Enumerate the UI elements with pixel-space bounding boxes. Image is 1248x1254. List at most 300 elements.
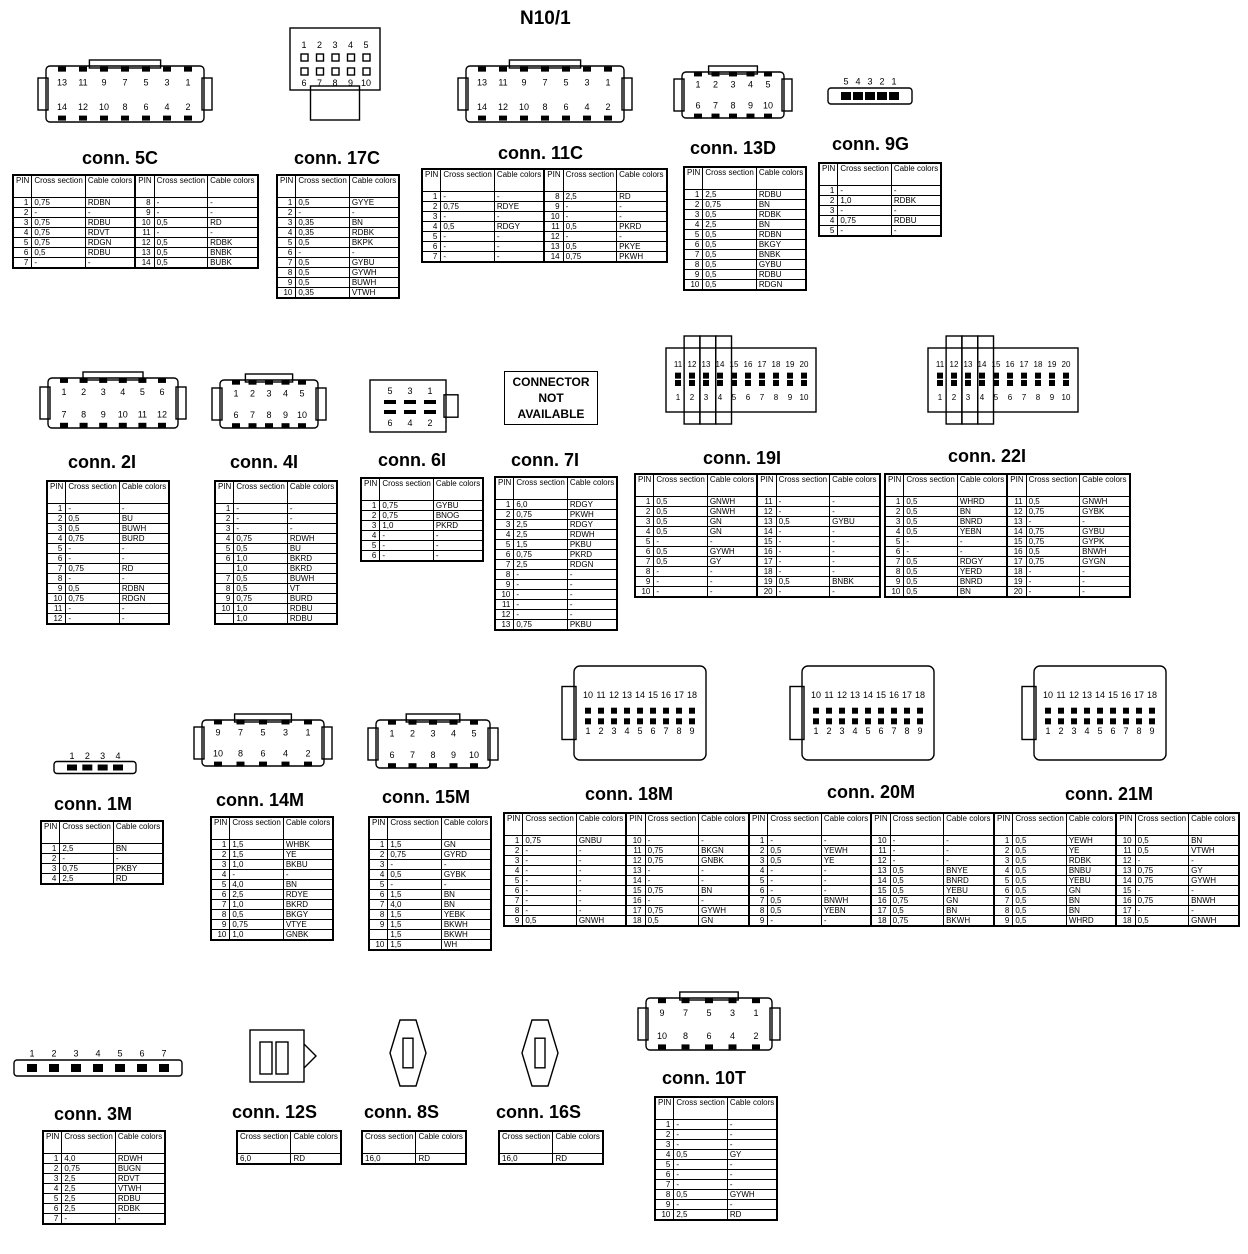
cross-section-cell: 0,75: [514, 550, 567, 560]
cable-color-cell: RDGY: [957, 557, 1007, 567]
pin-cell: 5: [749, 876, 768, 886]
connector-2i-label: conn. 2I: [68, 452, 137, 472]
table-row: [655, 1160, 777, 1170]
pin-cell: 7: [43, 1214, 62, 1225]
pin-header: PIN: [369, 817, 388, 840]
table-row: [655, 1130, 777, 1140]
table-row: [211, 910, 333, 920]
pin-number: 19: [1047, 360, 1057, 370]
cable-color-cell: GN: [441, 840, 491, 850]
pin-cell: 12: [135, 238, 154, 248]
cable-color-cell: WHBK: [283, 840, 333, 850]
pin-cell: 5: [819, 226, 838, 237]
diagram-title: N10/1: [520, 8, 571, 29]
pin-number: 4: [95, 1048, 101, 1059]
cable-color-cell: -: [119, 544, 169, 554]
cross-section-cell: 0,75: [60, 864, 113, 874]
cable-color-cell: BUWH: [287, 574, 337, 584]
connector-17c-label: conn. 17C: [294, 148, 381, 168]
cross-section-cell: 0,75: [32, 218, 85, 228]
pin-number: 2: [826, 726, 832, 737]
cable-color-cell: YEBK: [441, 910, 491, 920]
pin-header: PIN: [757, 474, 776, 497]
pin-number: 1: [389, 728, 395, 739]
table-row: [635, 557, 880, 567]
pin-number: 7: [759, 393, 765, 403]
cross-section-cell: 0,75: [514, 510, 567, 520]
cable-color-cell: RD: [113, 874, 163, 885]
pin-cell: 4: [43, 1184, 62, 1194]
table-row: [635, 567, 880, 577]
cable-color-cell: GY: [1189, 866, 1239, 876]
connector-18m-label: conn. 18M: [585, 784, 674, 804]
pin-cell: 12: [1007, 507, 1026, 517]
pin-number: 3: [100, 750, 106, 761]
table-row: [211, 860, 333, 870]
cross-section-cell: 0,5: [890, 866, 943, 876]
cross-section-cell: 2,5: [62, 1174, 115, 1184]
connector-20m-image: [788, 660, 948, 766]
cable-color-cell: RDGY: [567, 520, 617, 530]
connector-22i-image: [924, 334, 1082, 426]
cable-color-cell: -: [576, 846, 626, 856]
pin-cell: 5: [369, 880, 388, 890]
pin-cell: 6: [504, 886, 523, 896]
pin-cell: 6: [749, 886, 768, 896]
pin-number: 8: [1035, 393, 1041, 403]
pin-number: 3: [729, 1007, 736, 1018]
pin-header: PIN: [1116, 813, 1135, 836]
cable-colors-header: Cable colors: [553, 1131, 603, 1154]
cross-section-cell: 0,5: [296, 278, 349, 288]
pin-header: PIN: [1007, 474, 1026, 497]
cable-color-cell: -: [830, 507, 880, 517]
cable-colors-header: Cable colors: [208, 175, 258, 198]
cable-colors-header: Cable colors: [957, 474, 1007, 497]
cable-color-cell: -: [617, 212, 667, 222]
pin-cell: 14: [544, 252, 563, 263]
cross-section-cell: 1,5: [230, 850, 283, 860]
cross-section-cell: -: [904, 537, 957, 547]
cross-section-header: Cross section: [32, 175, 85, 198]
cross-section-cell: 0,5: [904, 517, 957, 527]
cross-section-cell: 2,5: [703, 190, 756, 200]
pin-cell: 10: [1116, 836, 1135, 846]
table-row: [635, 507, 880, 517]
table-row: [749, 896, 994, 906]
table-row: [43, 1194, 165, 1204]
pin-number: 2: [51, 1048, 57, 1059]
cross-section-cell: 0,5: [296, 198, 349, 208]
pin-cell: 6: [684, 240, 703, 250]
pin-cell: 4: [422, 222, 441, 232]
pin-number: 14: [977, 360, 987, 370]
cable-color-cell: BURD: [287, 594, 337, 604]
cross-section-cell: -: [654, 567, 707, 577]
pin-number: 10: [810, 690, 822, 701]
cross-section-cell: 0,75: [838, 216, 891, 226]
cross-section-cell: 0,75: [1026, 537, 1079, 547]
pin-number: 2: [598, 726, 604, 737]
pin-number: 3: [282, 727, 289, 738]
table-row: [885, 507, 1130, 517]
table-row: [684, 220, 806, 230]
table-row: [41, 854, 163, 864]
cross-section-cell: 0,75: [234, 594, 287, 604]
pin-cell: 18: [871, 916, 890, 927]
pin-header: PIN: [635, 474, 654, 497]
table-row: [47, 524, 169, 534]
cross-section-cell: 0,5: [703, 260, 756, 270]
cross-section-cell: 1,0: [838, 196, 891, 206]
cable-color-cell: YEWH: [821, 846, 871, 856]
cable-color-cell: -: [1189, 886, 1239, 896]
table-row: [684, 240, 806, 250]
pin-cell: 10: [277, 288, 296, 299]
pin-cell: 3: [41, 864, 60, 874]
pin-number: 7: [409, 750, 416, 761]
pin-cell: 9: [369, 920, 388, 930]
pin-cell: 17: [1116, 906, 1135, 916]
table-row: [13, 238, 258, 248]
pin-cell: 6: [215, 554, 234, 564]
cross-section-cell: 0,5: [296, 238, 349, 248]
pin-cell: 6: [994, 886, 1013, 896]
cable-color-cell: BNOG: [433, 511, 483, 521]
pin-header: PIN: [684, 167, 703, 190]
table-row: [211, 870, 333, 880]
cross-section-cell: 0,5: [674, 1190, 727, 1200]
pin-number: 6: [695, 100, 701, 111]
cross-section-cell: 0,5: [703, 280, 756, 291]
pin-number: 5: [387, 386, 393, 396]
connector-20m-pin-table: [748, 812, 995, 927]
pin-cell: 13: [1116, 866, 1135, 876]
connector-21m-label: conn. 21M: [1065, 784, 1154, 804]
table-header-row: [211, 817, 333, 840]
cable-color-cell: WHRD: [1066, 916, 1116, 927]
cross-section-cell: -: [674, 1140, 727, 1150]
cross-section-cell: -: [388, 880, 441, 890]
table-row: [47, 584, 169, 594]
table-row: [47, 614, 169, 625]
cable-colors-header: Cable colors: [756, 167, 806, 190]
cross-section-cell: 0,5: [1013, 906, 1066, 916]
cable-colors-header: Cable colors: [441, 817, 491, 840]
cable-color-cell: -: [727, 1140, 777, 1150]
cross-section-cell: 1,5: [514, 540, 567, 550]
pin-cell: 3: [277, 218, 296, 228]
pin-cell: 13: [135, 248, 154, 258]
cross-section-cell: 0,5: [234, 544, 287, 554]
cable-color-cell: RDVT: [115, 1174, 165, 1184]
pin-cell: 9: [135, 208, 154, 218]
pin-number: 10: [1042, 690, 1054, 701]
table-row: [215, 534, 337, 544]
cable-color-cell: BKBU: [283, 860, 333, 870]
cable-color-cell: RDBU: [756, 190, 806, 200]
table-row: [369, 930, 491, 940]
cross-section-cell: -: [776, 557, 829, 567]
cross-section-cell: 2,5: [703, 220, 756, 230]
cable-colors-header: Cable colors: [433, 478, 483, 501]
connector-11c-label: conn. 11C: [498, 143, 584, 163]
cross-section-cell: -: [514, 590, 567, 600]
pin-cell: 14: [757, 527, 776, 537]
pin-cell: 18: [1116, 916, 1135, 927]
pin-cell: 4: [215, 534, 234, 544]
pin-number: 15: [1107, 690, 1119, 701]
cross-section-cell: 0,75: [645, 846, 698, 856]
connector-8s-image: [386, 1016, 430, 1090]
pin-number: 18: [686, 690, 698, 701]
pin-cell: 2: [47, 514, 66, 524]
pin-cell: 14: [871, 876, 890, 886]
pin-number: 6: [139, 1048, 145, 1059]
cable-color-cell: GNWH: [1189, 916, 1239, 927]
pin-number: 20: [1061, 360, 1071, 370]
table-header-row: [495, 477, 617, 500]
table-header-row: [41, 821, 163, 844]
cross-section-cell: -: [380, 551, 433, 562]
pin-cell: 7: [277, 258, 296, 268]
pin-cell: 16: [1007, 547, 1026, 557]
pin-cell: 11: [871, 846, 890, 856]
pin-number: 4: [282, 388, 289, 399]
cable-color-cell: YE: [821, 856, 871, 866]
pin-number: 4: [584, 101, 590, 112]
table-row: [495, 620, 617, 631]
cross-section-cell: 0,5: [768, 846, 821, 856]
cable-color-cell: -: [699, 836, 749, 846]
table-row: [47, 504, 169, 514]
pin-cell: 15: [1007, 537, 1026, 547]
pin-number: 12: [949, 360, 959, 370]
cross-section-cell: -: [523, 876, 576, 886]
pin-header: PIN: [819, 163, 838, 186]
cable-color-cell: -: [891, 186, 941, 196]
pin-cell: 17: [757, 557, 776, 567]
cross-section-cell: 0,35: [296, 288, 349, 299]
pin-cell: 20: [757, 587, 776, 598]
cross-section-header: Cross section: [62, 1131, 115, 1154]
cross-section-cell: -: [674, 1180, 727, 1190]
cross-section-cell: -: [838, 206, 891, 216]
cable-color-cell: RDBU: [85, 248, 135, 258]
cable-color-cell: RDBU: [85, 218, 135, 228]
cross-section-cell: 0,35: [296, 228, 349, 238]
cross-section-cell: 1,0: [230, 860, 283, 870]
cable-color-cell: YE: [1066, 846, 1116, 856]
pin-number: 1: [427, 386, 433, 396]
cable-color-cell: GYBU: [433, 501, 483, 511]
cross-section-cell: 0,75: [234, 534, 287, 544]
cable-color-cell: -: [830, 547, 880, 557]
pin-cell: 15: [1116, 886, 1135, 896]
table-row: [277, 228, 399, 238]
table-row: [47, 544, 169, 554]
connector-3m-image: [10, 1042, 186, 1082]
cable-color-cell: GYWH: [1189, 876, 1239, 886]
cross-section-cell: 0,5: [703, 250, 756, 260]
pin-number: 7: [542, 77, 548, 88]
connector-10t-pin-table: [654, 1096, 778, 1221]
cable-color-cell: -: [349, 208, 399, 218]
cross-section-cell: -: [66, 544, 119, 554]
cross-section-cell: -: [230, 870, 283, 880]
pin-number: 5: [139, 387, 145, 398]
pin-number: 17: [901, 690, 913, 701]
pin-number: 4: [624, 726, 630, 737]
cross-section-cell: 2,5: [62, 1184, 115, 1194]
table-header-row: [13, 175, 258, 198]
pin-number: 7: [682, 1007, 689, 1018]
cross-section-cell: 0,5: [1013, 896, 1066, 906]
cross-section-cell: 1,0: [380, 521, 433, 531]
table-row: [13, 258, 258, 269]
pin-cell: 4: [13, 228, 32, 238]
cable-colors-header: Cable colors: [291, 1131, 341, 1154]
pin-cell: 8: [215, 584, 234, 594]
pin-number: 6: [745, 393, 751, 403]
cross-section-cell: 0,5: [904, 557, 957, 567]
pin-number: 1: [813, 726, 819, 737]
cable-color-cell: BNWH: [1189, 896, 1239, 906]
cable-color-cell: -: [441, 860, 491, 870]
cable-color-cell: YEBN: [957, 527, 1007, 537]
cable-color-cell: GYWH: [349, 268, 399, 278]
pin-number: 18: [914, 690, 926, 701]
table-header-row: [994, 813, 1239, 836]
cross-section-cell: 0,75: [514, 620, 567, 631]
pin-number: 2: [879, 76, 885, 87]
cross-section-cell: -: [60, 854, 113, 864]
cable-color-cell: -: [576, 906, 626, 916]
pin-number: 9: [689, 726, 695, 737]
na-line-2: NOT: [538, 391, 564, 405]
cable-color-cell: GNBK: [699, 856, 749, 866]
pin-cell: 20: [1007, 587, 1026, 598]
pin-cell: 8: [495, 570, 514, 580]
pin-number: 8: [237, 748, 244, 759]
pin-cell: 6: [495, 550, 514, 560]
table-row: [369, 890, 491, 900]
pin-number: 1: [301, 40, 307, 50]
pin-number: 2: [427, 418, 433, 428]
connector-2i-image: [38, 370, 188, 436]
table-row: [13, 248, 258, 258]
cable-color-cell: RDGY: [494, 222, 544, 232]
cable-color-cell: -: [957, 537, 1007, 547]
pin-cell: 3: [994, 856, 1013, 866]
table-row: [361, 551, 483, 562]
pin-cell: 6: [369, 890, 388, 900]
pin-cell: 9: [684, 270, 703, 280]
table-header-row: [369, 817, 491, 840]
pin-number: 11: [498, 77, 508, 88]
cross-section-header: Cross section: [230, 817, 283, 840]
cable-colors-header: Cable colors: [113, 821, 163, 844]
cross-section-cell: 0,75: [1135, 896, 1188, 906]
cable-color-cell: -: [567, 580, 617, 590]
table-row: [749, 876, 994, 886]
cable-color-cell: -: [208, 198, 258, 208]
pin-cell: 15: [626, 886, 645, 896]
table-header-row: [684, 167, 806, 190]
pin-number: 14: [476, 101, 488, 112]
pin-cell: 4: [277, 228, 296, 238]
cable-color-cell: -: [494, 252, 544, 263]
connector-21m-image: [1020, 660, 1180, 766]
pin-number: 18: [771, 360, 781, 370]
cable-color-cell: BNRD: [944, 876, 994, 886]
pin-cell: 13: [495, 620, 514, 631]
pin-cell: 7: [684, 250, 703, 260]
pin-cell: 6: [13, 248, 32, 258]
pin-cell: 2: [885, 507, 904, 517]
cross-section-cell: 0,75: [1026, 527, 1079, 537]
connector-15m-drawing: [366, 712, 500, 776]
cable-color-cell: BNRD: [957, 517, 1007, 527]
cable-color-cell: -: [494, 192, 544, 202]
pin-cell: 7: [885, 557, 904, 567]
pin-cell: [215, 564, 234, 574]
table-row: [215, 604, 337, 614]
pin-number: 2: [712, 79, 719, 90]
cross-section-cell: -: [1026, 567, 1079, 577]
cross-section-cell: 0,5: [32, 248, 85, 258]
pin-cell: 1: [361, 501, 380, 511]
pin-cell: 2: [361, 511, 380, 521]
pin-cell: 6: [43, 1204, 62, 1214]
cable-color-cell: GN: [1066, 886, 1116, 896]
pin-cell: 2: [635, 507, 654, 517]
table-header-row: [43, 1131, 165, 1154]
cable-colors-header: Cable colors: [944, 813, 994, 836]
pin-header: PIN: [13, 175, 32, 198]
cross-section-cell: 0,5: [890, 906, 943, 916]
cross-section-cell: -: [645, 866, 698, 876]
cable-color-cell: -: [944, 836, 994, 846]
cross-section-header: Cross section: [1013, 813, 1066, 836]
cable-color-cell: -: [707, 587, 757, 598]
pin-number: 5: [993, 393, 999, 403]
cable-color-cell: GYWH: [699, 906, 749, 916]
cross-section-cell: 0,5: [154, 258, 207, 269]
pin-number: 4: [855, 76, 861, 87]
table-row: [994, 866, 1239, 876]
pin-number: 1: [61, 387, 67, 398]
table-row: [635, 577, 880, 587]
pin-number: 5: [731, 393, 737, 403]
table-header-row: [362, 1131, 466, 1154]
pin-cell: 19: [1007, 577, 1026, 587]
table-row: [885, 537, 1130, 547]
cross-section-cell: 0,5: [1013, 856, 1066, 866]
pin-cell: 8: [211, 910, 230, 920]
pin-cell: 11: [495, 600, 514, 610]
pin-number: 3: [1071, 726, 1077, 737]
pin-number: 9: [450, 750, 457, 761]
cross-section-cell: 0,75: [890, 896, 943, 906]
cross-section-cell: 0,5: [768, 856, 821, 866]
pin-header: PIN: [422, 169, 441, 192]
pin-cell: 1: [885, 497, 904, 507]
cable-color-cell: BN: [1066, 896, 1116, 906]
cross-section-cell: 0,75: [32, 228, 85, 238]
pin-cell: 3: [47, 524, 66, 534]
cross-section-header: Cross section: [1135, 813, 1188, 836]
